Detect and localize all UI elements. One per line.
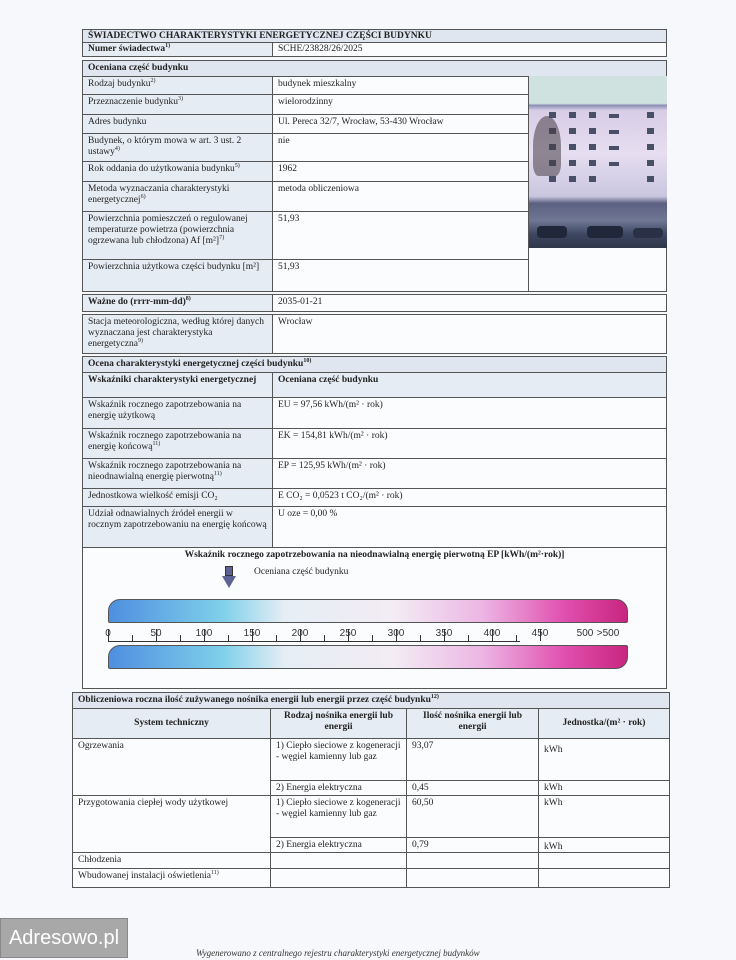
ep-scale-axis	[108, 641, 520, 642]
building-address-label: Adres budynku	[83, 115, 273, 134]
carrier-cell	[271, 869, 407, 887]
valid-until-value: 2035-01-21	[278, 297, 323, 307]
arrow-down-icon	[222, 566, 236, 586]
ep-tick-label: 250	[339, 628, 357, 639]
system-cooling: Chłodzenia	[73, 853, 271, 869]
eu-label: Wskaźnik rocznego zapotrzebowania na energię użytkową	[83, 398, 273, 429]
year-of-use-value: 1962	[273, 162, 529, 182]
title-block	[82, 29, 667, 57]
amount-cell: 93,07	[407, 739, 539, 781]
system-lighting: Wbudowanej instalacji oświetlenia$^{11)}$	[73, 869, 271, 887]
method-value: metoda obliczeniowa	[273, 182, 529, 212]
unit-cell: kWh	[539, 796, 669, 838]
unit-cell: kWh	[539, 838, 669, 853]
heated-area-value: 51,93	[273, 212, 529, 260]
carrier-cell: 1) Ciepło sieciowe z kogeneracji - węgiel kamienny lub gaz	[271, 796, 407, 838]
evaluation-header: Ocena charakterystyki energetycznej części budynku$^{10)}$	[83, 357, 666, 373]
ep-label: Wskaźnik rocznego zapotrzebowania na nieodnawialną energię pierwotną$^{11)}$	[83, 459, 273, 489]
weather-station-value: Wrocław	[278, 317, 313, 327]
ep-tick-label: 300	[387, 628, 405, 639]
assessed-column-header: Oceniana część budynku	[273, 373, 666, 398]
footer-note: Wygenerowano z centralnego rejestru charakterystyki energetycznej budynków	[196, 948, 480, 958]
amount-cell: 0,45	[407, 781, 539, 796]
valid-until-label: Ważne do (rrrr-mm-dd)$^{8)}$	[83, 295, 273, 311]
ep-tick-label: 100	[195, 628, 213, 639]
system-hot-water: Przygotowania ciepłej wody użytkowej	[73, 796, 271, 853]
amount-cell: 60,50	[407, 796, 539, 838]
method-label: Metoda wyznaczania charakterystyki energetycznej$^{6)}$	[83, 182, 273, 212]
col-unit: Jednostka/(m² · rok)	[539, 709, 669, 739]
ep-tick-label: 50	[150, 628, 162, 639]
document-title: ŚWIADECTWO CHARAKTERYSTYKI ENERGETYCZNEJ CZĘŚCI BUDYNKU	[83, 30, 666, 43]
col-carrier: Rodzaj nośnika energii lub energii	[271, 709, 407, 739]
system-heating: Ogrzewania	[73, 739, 271, 796]
certificate-number-label: Numer świadectwa$^{1)}$	[83, 43, 273, 56]
ep-scale-bar-top	[108, 599, 628, 623]
renewable-share-value: U oze = 0,00 %	[273, 507, 666, 548]
ep-tick-label: 350	[435, 628, 453, 639]
building-photo	[529, 76, 667, 248]
ep-value: EP = 125,95 kWh/(m² · rok)	[273, 459, 666, 489]
building-address-value: Ul. Pereca 32/7, Wrocław, 53-430 Wrocław	[273, 115, 529, 134]
art3-building-value: nie	[273, 134, 529, 162]
co2-label: Jednostkowa wielkość emisji CO₂	[83, 489, 273, 507]
building-type-label: Rodzaj budynku$^{2)}$	[83, 77, 273, 95]
carrier-cell: 1) Ciepło sieciowe z kogeneracji - węgiel kamienny lub gaz	[271, 739, 407, 781]
indicators-column-header: Wskaźniki charakterystyki energetycznej	[83, 373, 273, 398]
ep-tick-label: 200	[291, 628, 309, 639]
carrier-cell: 2) Energia elektryczna	[271, 781, 407, 796]
building-purpose-value: wielorodzinny	[273, 95, 529, 115]
col-system: System techniczny	[73, 709, 271, 739]
valid-until-row	[82, 294, 667, 312]
ep-tick-label: 450	[531, 628, 549, 639]
consumption-section	[72, 692, 670, 888]
adresowo-watermark[interactable]: Adresowo.pl	[0, 918, 128, 958]
ep-tick-label: 400	[483, 628, 501, 639]
ek-value: EK = 154,81 kWh/(m² · rok)	[273, 429, 666, 459]
unit-cell	[539, 869, 669, 887]
eu-value: EU = 97,56 kWh/(m² · rok)	[273, 398, 666, 429]
col-amount: Ilość nośnika energii lub energii	[407, 709, 539, 739]
amount-cell	[407, 869, 539, 887]
ep-tick-label: 500	[576, 628, 594, 639]
consumption-header: Obliczeniowa roczna ilość zużywanego nośnika energii lub energii przez część budynku$^{12)}$	[73, 693, 669, 709]
usable-area-value: 51,93	[273, 260, 529, 291]
unit-cell: kWh	[539, 781, 669, 796]
weather-station-label: Stacja meteorologiczna, według której danych wyznaczana jest charakterystyka energetyczna$^{9)}$	[83, 315, 273, 353]
unit-cell	[539, 853, 669, 869]
carrier-cell	[271, 853, 407, 869]
building-type-value: budynek mieszkalny	[273, 77, 529, 95]
amount-cell: 0,79	[407, 838, 539, 853]
assessed-part-header: Oceniana część budynku	[83, 61, 666, 77]
building-purpose-label: Przeznaczenie budynku$^{3)}$	[83, 95, 273, 115]
year-of-use-label: Rok oddania do użytkowania budynku$^{5)}$	[83, 162, 273, 182]
amount-cell	[407, 853, 539, 869]
certificate-number-value: SCHE/23828/26/2025	[278, 44, 363, 54]
ep-tick-label: 150	[243, 628, 261, 639]
carrier-cell: 2) Energia elektryczna	[271, 838, 407, 853]
art3-building-label: Budynek, o którym mowa w art. 3 ust. 2 ustawy$^{4)}$	[83, 134, 273, 162]
usable-area-label: Powierzchnia użytkowa części budynku [m²]	[83, 260, 273, 291]
unit-cell: kWh	[539, 739, 669, 781]
ep-tick-label: 0	[105, 628, 111, 639]
ek-label: Wskaźnik rocznego zapotrzebowania na energię końcową$^{11)}$	[83, 429, 273, 459]
evaluation-section	[82, 356, 667, 689]
ep-tick-label: >500	[596, 628, 620, 639]
co2-value: E CO₂ = 0,0523 t CO₂/(m² · rok)	[273, 489, 666, 507]
weather-station-row	[82, 314, 667, 354]
heated-area-label: Powierzchnia pomieszczeń o regulowanej temperaturze powietrza (powierzchnia ogrzewana lub chłodzona) Af $[m^2]^{7)}$	[83, 212, 273, 260]
ep-scale-bar-bottom	[108, 645, 628, 669]
renewable-share-label: Udział odnawialnych źródeł energii w rocznym zapotrzebowaniu na energię końcową	[83, 507, 273, 548]
ep-marker-label: Oceniana część budynku	[254, 567, 349, 577]
ep-chart-title: Wskaźnik rocznego zapotrzebowania na nieodnawialną energię pierwotną EP [kWh/(m²·rok)]	[184, 550, 565, 560]
